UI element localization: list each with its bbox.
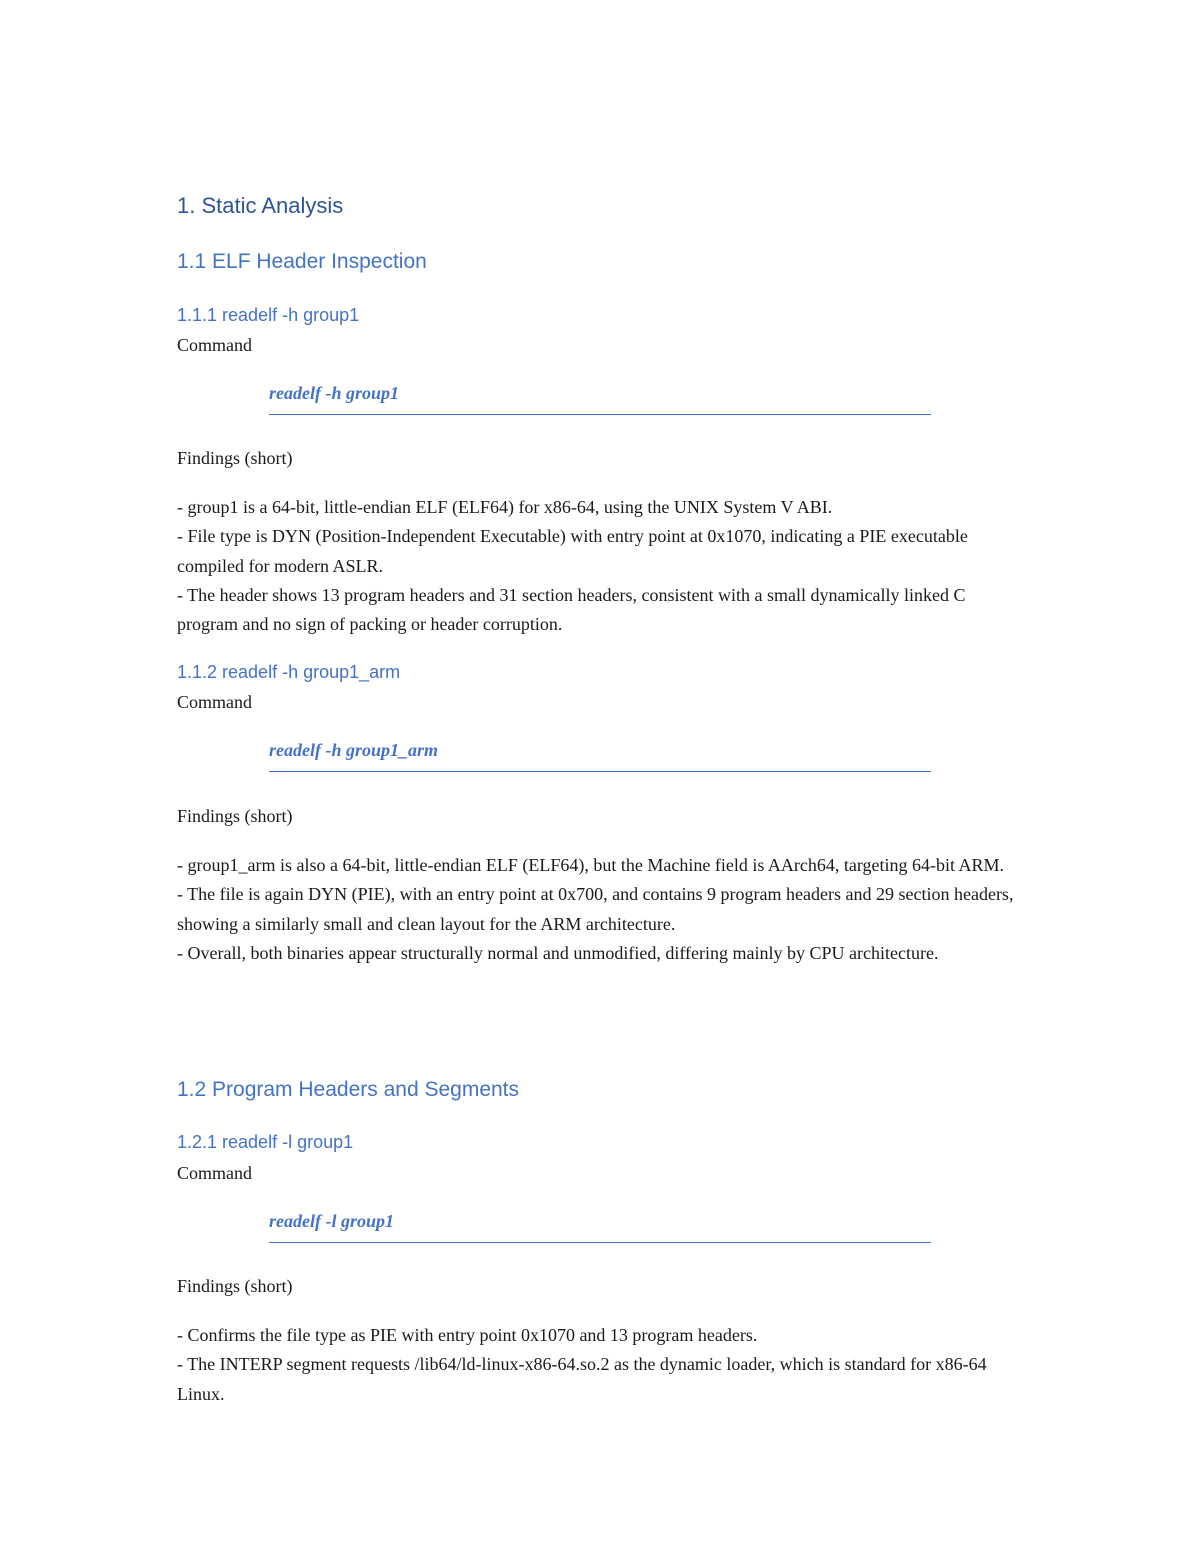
finding-item: - File type is DYN (Position-Independent Executable) with entry point at 0x1070, indicating a PIE executable compiled for modern ASLR. (177, 526, 968, 576)
heading-readelf-h-group1: 1.1.1 readelf -h group1 (177, 305, 360, 325)
heading-program-headers-and-segments: 1.2 Program Headers and Segments (177, 1078, 520, 1101)
finding-item: - The file is again DYN (PIE), with an entry point at 0x700, and contains 9 program headers and 29 section headers, showing a similarly small and clean layout for the ARM architecture. (177, 884, 1014, 934)
heading-elf-header-inspection: 1.1 ELF Header Inspection (177, 250, 427, 273)
findings-label: Findings (short) (177, 1276, 293, 1296)
command-quote (269, 383, 931, 415)
command-quote (269, 1211, 931, 1243)
findings-label: Findings (short) (177, 448, 293, 468)
findings-list (177, 1321, 1022, 1409)
command-text: readelf -l group1 (269, 1211, 394, 1231)
command-text: readelf -h group1 (269, 383, 399, 403)
command-quote (269, 740, 931, 772)
finding-item: - group1_arm is also a 64-bit, little-endian ELF (ELF64), but the Machine field is AArch64, targeting 64-bit ARM. (177, 855, 1005, 875)
command-label: Command (177, 1163, 252, 1183)
finding-item: - The header shows 13 program headers and 31 section headers, consistent with a small dynamically linked C program and no sign of packing or header corruption. (177, 584, 966, 635)
heading-static-analysis: 1. Static Analysis (177, 193, 344, 218)
findings-label: Findings (short) (177, 806, 293, 826)
finding-item: - Confirms the file type as PIE with entry point 0x1070 and 13 program headers. (177, 1325, 758, 1345)
findings-list (177, 851, 1022, 968)
heading-readelf-l-group1: 1.2.1 readelf -l group1 (177, 1132, 354, 1152)
command-label: Command (177, 692, 252, 712)
finding-item: - The INTERP segment requests /lib64/ld-linux-x86-64.so.2 as the dynamic loader, which is standard for x86-64 Linux. (177, 1354, 987, 1404)
command-text: readelf -h group1_arm (269, 740, 439, 760)
finding-item: - Overall, both binaries appear structurally normal and unmodified, differing mainly by CPU architecture. (177, 942, 939, 963)
command-label: Command (177, 335, 252, 355)
finding-item: - group1 is a 64-bit, little-endian ELF (ELF64) for x86-64, using the UNIX System V ABI. (177, 497, 833, 517)
heading-readelf-h-group1-arm: 1.1.2 readelf -h group1_arm (177, 662, 401, 682)
findings-list (177, 493, 1022, 639)
